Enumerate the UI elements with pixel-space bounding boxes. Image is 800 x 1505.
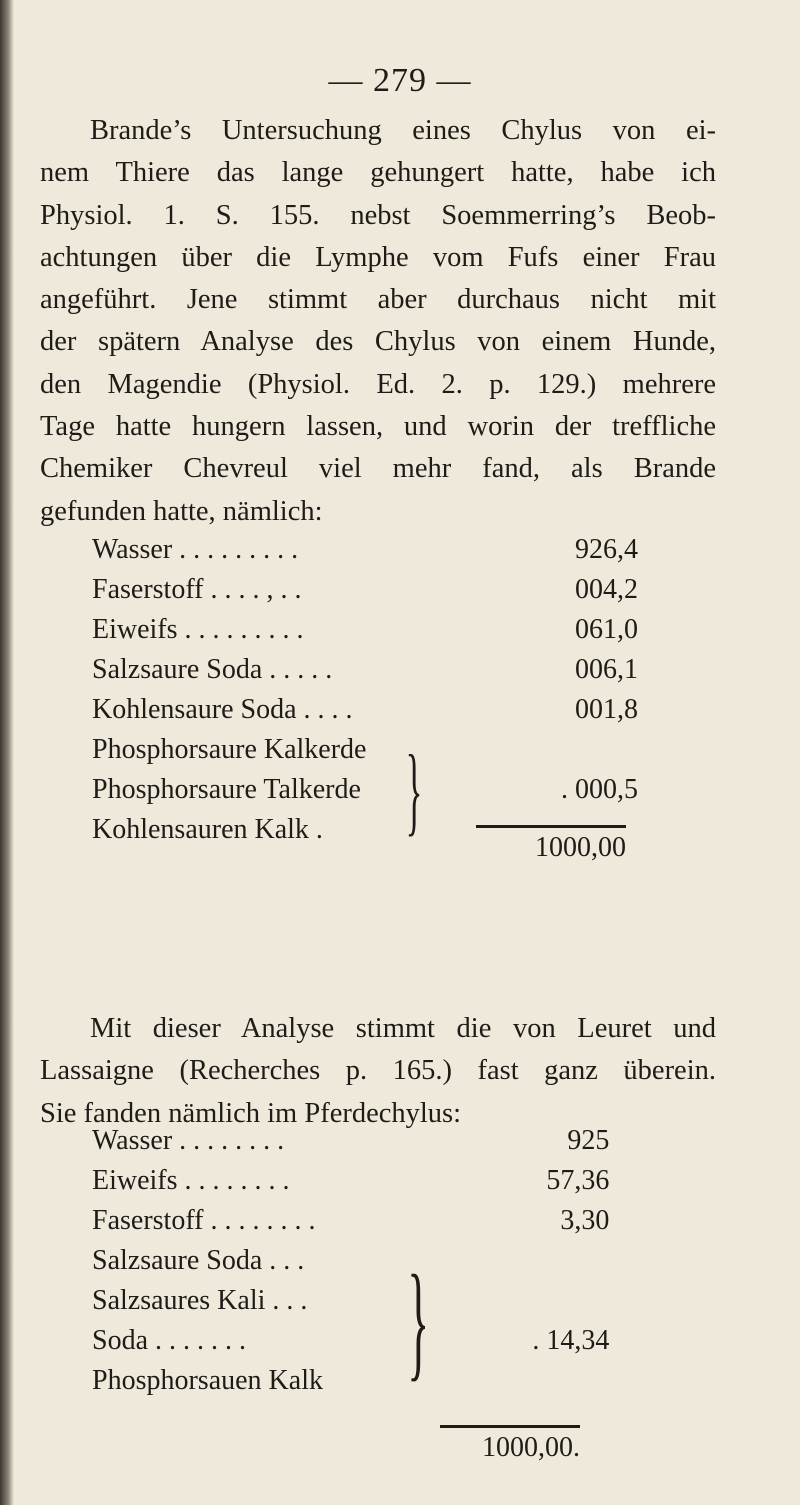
table-row: [92, 1121, 609, 1161]
component-name: Faserstoff . . . . , . .: [92, 574, 302, 605]
text-line: Tage hatte hungern lassen, und worin der treffliche: [40, 411, 716, 443]
text-line: Chemiker Chevreul viel mehr fand, als Brande: [40, 453, 716, 485]
component-value: 57,36: [546, 1165, 610, 1196]
component-value: 925: [567, 1125, 610, 1156]
component-name: Phosphorsauen Kalk: [92, 1365, 323, 1396]
component-name: Salzsaure Soda . . .: [92, 1245, 305, 1276]
text-line: achtungen über die Lymphe vom Fufs einer Frau: [40, 241, 716, 273]
text-line: Sie fanden nämlich im Pferdechylus:: [40, 1097, 462, 1129]
component-name: Salzsaure Soda . . . . .: [92, 654, 333, 685]
table-row: [92, 730, 648, 770]
component-name: Faserstoff . . . . . . . .: [92, 1205, 316, 1236]
component-name: Phosphorsaure Talkerde: [92, 774, 361, 805]
table-row: [92, 1241, 609, 1281]
chylus-composition-table-chevreul: [92, 530, 648, 850]
table-row: [92, 1161, 609, 1201]
table-row: [92, 610, 648, 650]
component-value: 061,0: [575, 614, 638, 645]
component-name: Eiweifs . . . . . . . . .: [92, 614, 304, 645]
text-line: Mit dieser Analyse stimmt die von Leuret und: [90, 1013, 716, 1044]
table-row: [92, 570, 648, 610]
text-line: Brande’s Untersuchung eines Chylus von ei-: [90, 115, 716, 146]
text-line: Physiol. 1. S. 155. nebst Soemmerring’s Beob-: [40, 199, 716, 231]
table-row: [92, 1321, 609, 1361]
table-total: 1000,00.: [440, 1425, 580, 1464]
text-line: nem Thiere das lange gehungert hatte, habe ich: [40, 157, 716, 189]
page-binding-edge: [0, 0, 14, 1505]
table-row: [92, 1361, 609, 1401]
component-name: Eiweifs . . . . . . . .: [92, 1165, 290, 1196]
table-row: [92, 530, 648, 570]
curly-brace: }: [405, 734, 423, 845]
component-value: [449, 1281, 609, 1321]
paragraph-brande-analysis: [40, 110, 716, 533]
component-value: [438, 730, 648, 770]
component-name: Salzsaures Kali . . .: [92, 1285, 308, 1316]
text-line: angeführt. Jene stimmt aber durchaus nicht mit: [40, 284, 716, 316]
table-row: [92, 650, 648, 690]
component-value: 926,4: [575, 534, 638, 565]
component-name: Phosphorsaure Kalkerde: [92, 734, 367, 765]
component-name: Wasser . . . . . . . .: [92, 1125, 285, 1156]
component-value: [449, 1241, 609, 1281]
table-row: [92, 770, 648, 810]
table-row: [92, 690, 648, 730]
component-name: Kohlensauren Kalk .: [92, 814, 323, 845]
table-row: [92, 1281, 609, 1321]
paragraph-leuret-lassaigne: [40, 1008, 716, 1135]
component-value: 3,30: [560, 1205, 610, 1236]
text-line: Lassaigne (Recherches p. 165.) fast ganz überein.: [40, 1055, 716, 1087]
component-value: [449, 1361, 609, 1401]
component-value: 004,2: [575, 574, 638, 605]
component-value: 001,8: [575, 694, 638, 725]
component-name: Kohlensaure Soda . . . .: [92, 694, 353, 725]
component-value: . 000,5: [561, 774, 638, 805]
component-name: Soda . . . . . . .: [92, 1325, 246, 1356]
component-value: . 14,34: [532, 1325, 610, 1356]
text-line: gefunden hatte, nämlich:: [40, 495, 323, 527]
text-line: den Magendie (Physiol. Ed. 2. p. 129.) mehrere: [40, 368, 716, 400]
component-value: 006,1: [575, 654, 638, 685]
page-number: — 279 —: [328, 62, 472, 99]
pferdechylus-composition-table: [92, 1121, 609, 1401]
table-row: [92, 1201, 609, 1241]
text-line: der spätern Analyse des Chylus von einem Hunde,: [40, 326, 716, 358]
table-total: 1000,00: [476, 825, 626, 864]
curly-brace: }: [407, 1249, 430, 1393]
component-name: Wasser . . . . . . . . .: [92, 534, 299, 565]
